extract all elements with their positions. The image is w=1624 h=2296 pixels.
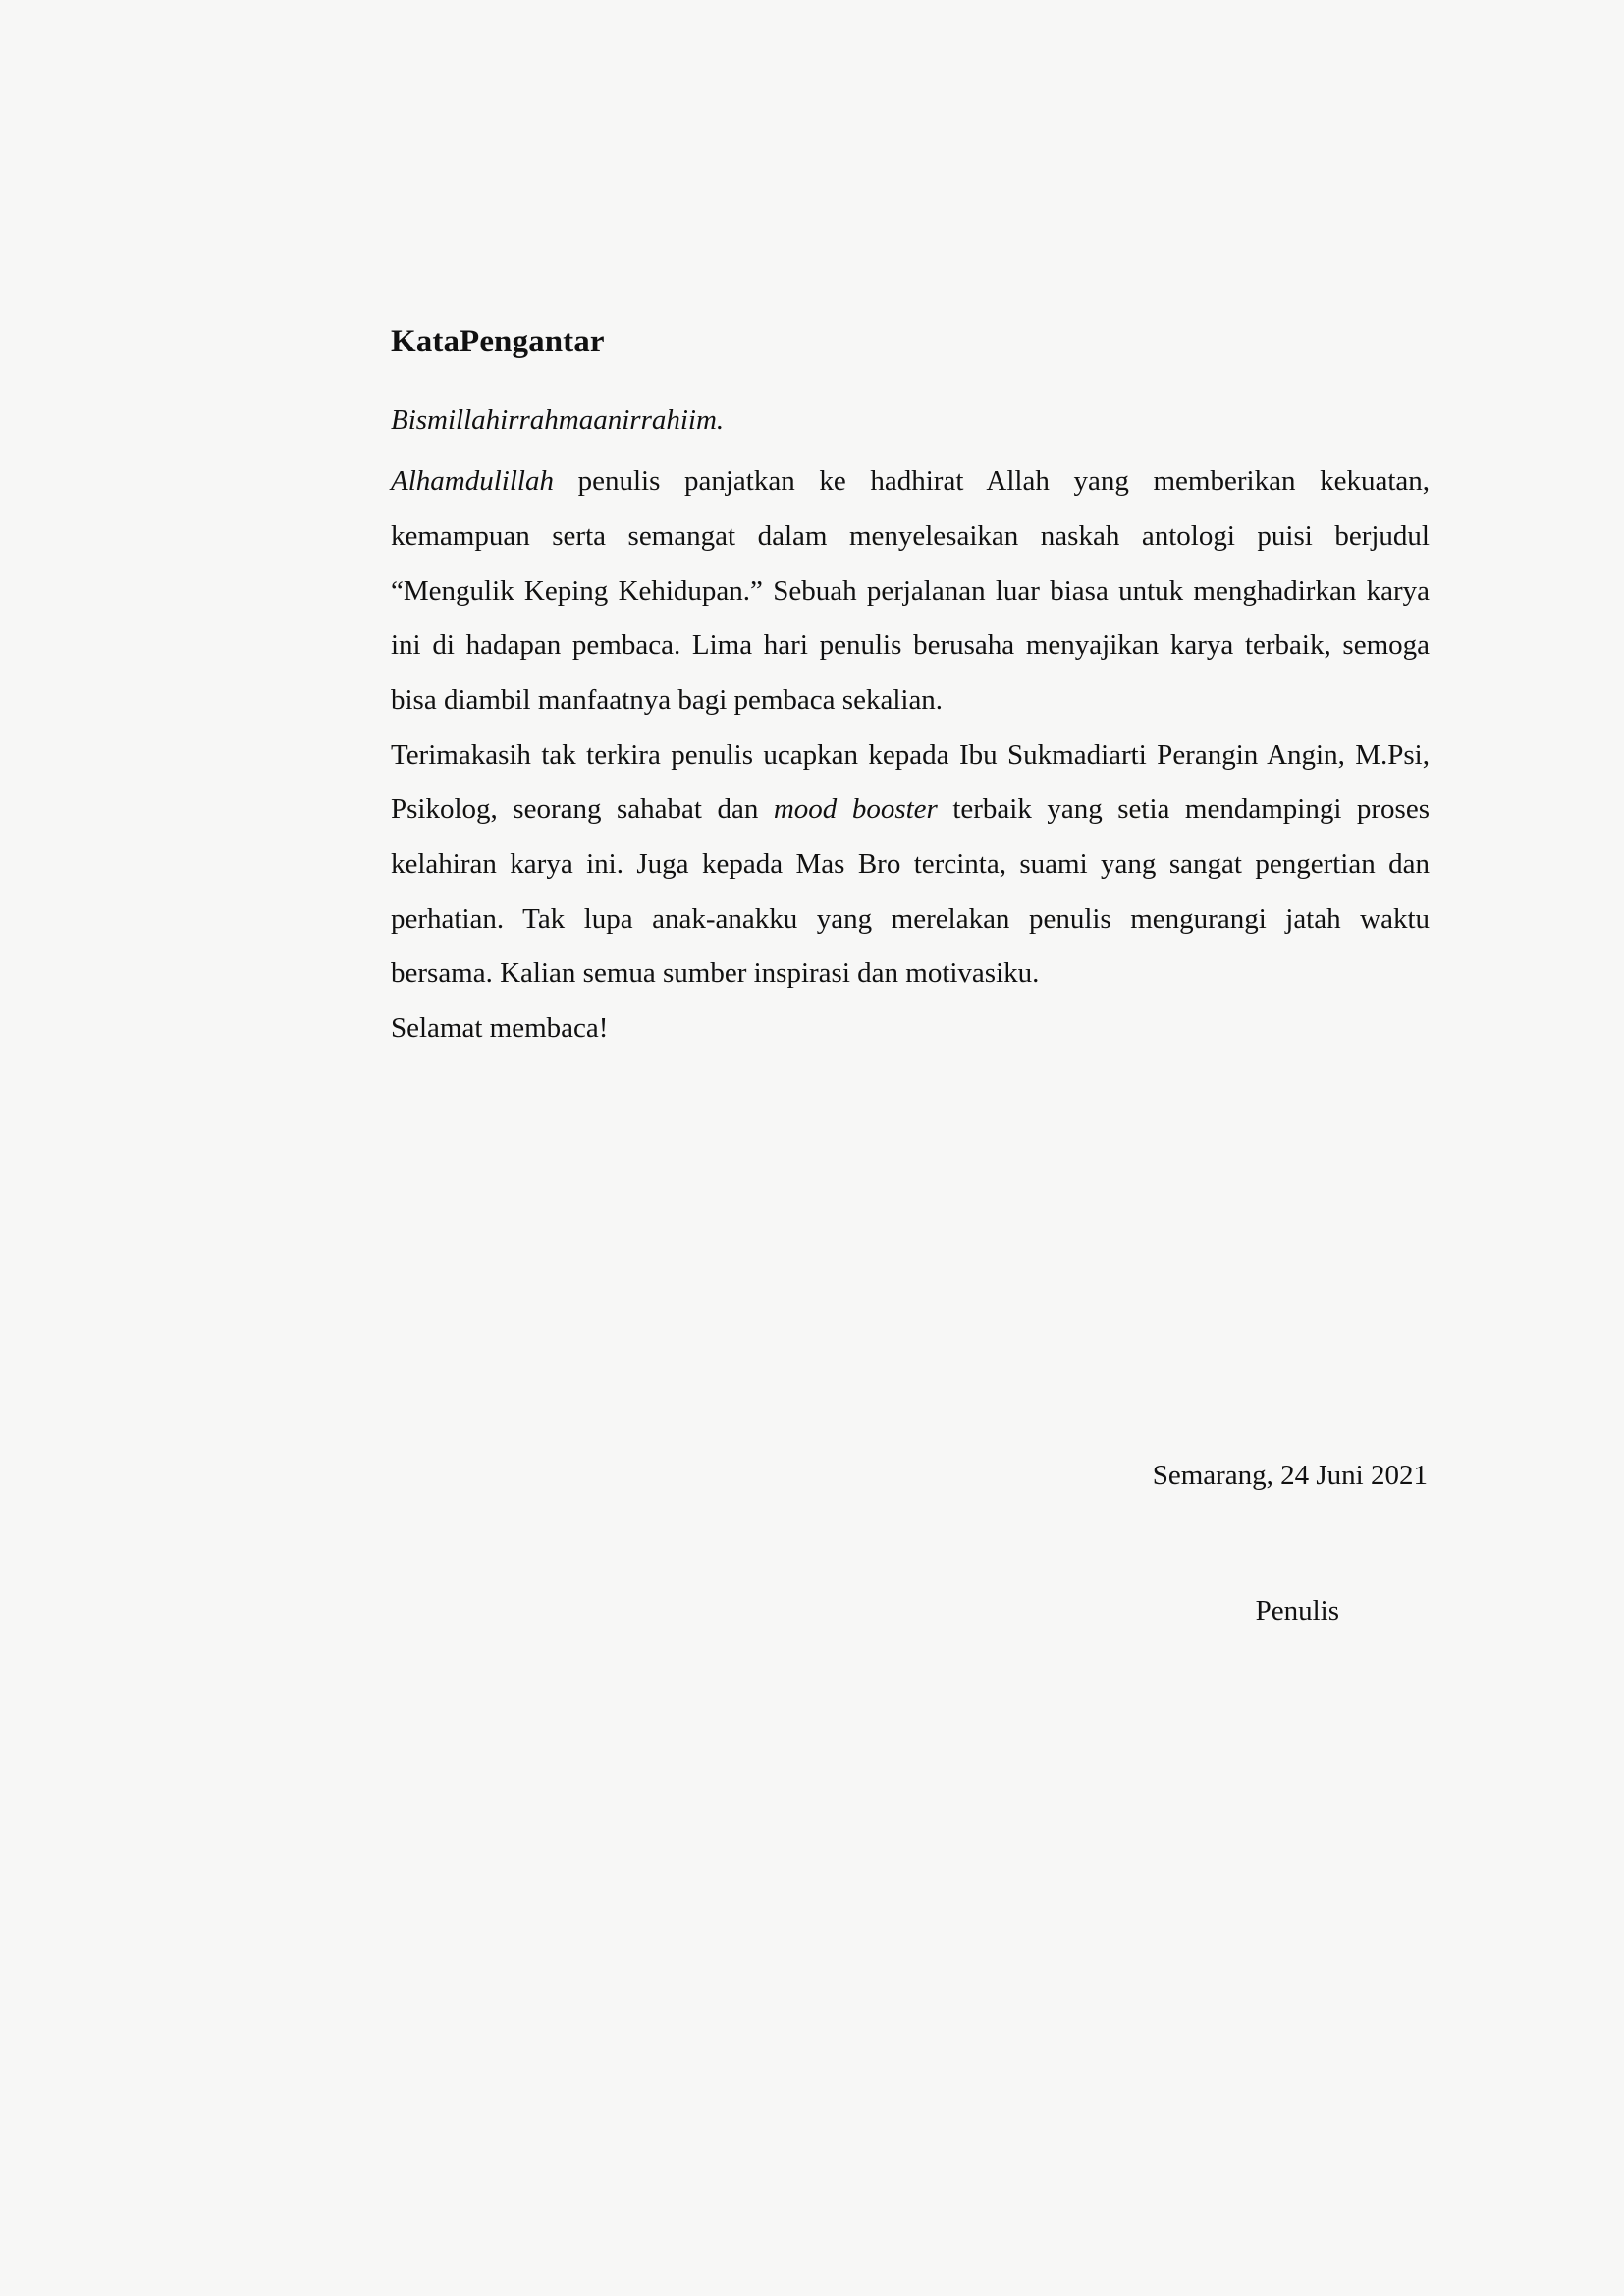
page-title: KataPengantar	[391, 324, 605, 359]
closing-line: Selamat membaca!	[391, 1011, 609, 1043]
paragraph-2-italic-phrase: mood booster	[773, 793, 938, 826]
signature-spacer	[391, 1498, 1430, 1588]
signature-date: Semarang, 24 Juni 2021	[1152, 1460, 1428, 1491]
signature-author: Penulis	[1255, 1595, 1339, 1628]
signature-block	[391, 1453, 1430, 1634]
paragraph-1-lead-italic: Alhamdulillah	[391, 465, 554, 498]
paragraph-1	[391, 454, 1430, 727]
paragraph-2-text-part-1: Terimakasih tak terkira penulis ucapkan kepada Ibu Sukmadiarti Perangin Angin, M.Psi, Psikolog, seorang sahabat dan	[391, 738, 1430, 826]
paragraph-1-text: penulis panjatkan ke hadhirat Allah yang memberikan kekuatan, kemampuan serta semangat dalam menyelesaikan naskah antologi puisi berjudul “Mengulik Keping Kehidupan.” Sebuah perjalanan luar biasa untuk menghadirkan karya ini di hadapan pembaca. Lima hari penulis berusaha menyajikan karya terbaik, semoga bisa diambil manfaatnya bagi pembaca sekalian.	[391, 465, 1430, 716]
basmalah-line: Bismillahirrahmaanirrahiim.	[391, 404, 725, 437]
paragraph-2	[391, 728, 1430, 1001]
document-body	[391, 324, 1430, 1056]
paragraph-2-text-part-2: terbaik yang setia mendampingi proses kelahiran karya ini. Juga kepada Mas Bro tercinta, suami yang sangat pengertian dan perhatian. Tak lupa anak-anakku yang merelakan penulis mengurangi jatah waktu bersama. Kalian semua sumber inspirasi dan motivasiku.	[391, 793, 1430, 989]
